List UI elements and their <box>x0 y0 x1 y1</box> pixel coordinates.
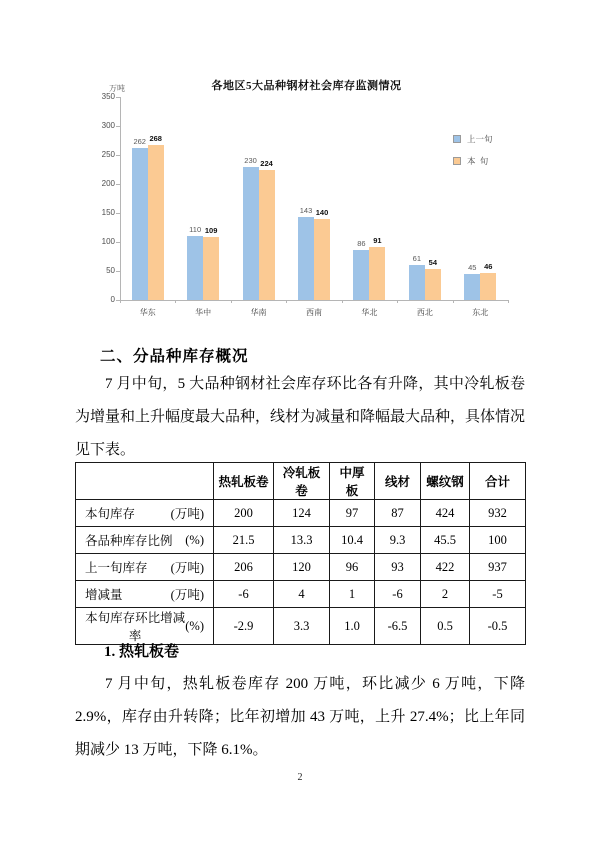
bar-value-label: 143 <box>299 206 313 216</box>
x-axis-tick-mark <box>120 300 121 303</box>
subsection-heading: 1. 热轧板卷 <box>104 644 180 660</box>
cell-value: 3.3 <box>274 608 330 645</box>
legend-item-current-period <box>453 155 493 167</box>
bar-current-period <box>148 145 164 300</box>
y-axis-tick-mark <box>116 184 120 185</box>
row-unit: (万吨) <box>170 561 204 575</box>
section-paragraph: 7 月中旬，5 大品种钢材社会库存环比各有升降，其中冷轧板卷为增量和上升幅度最大品种，线材为减量和降幅最大品种，具体情况见下表。 <box>75 376 526 458</box>
row-label: 各品种库存比例 <box>85 534 173 548</box>
table-row <box>76 608 526 645</box>
bar-value-label: 54 <box>428 257 438 267</box>
cell-value: 21.5 <box>214 527 274 554</box>
cell-value: 200 <box>214 500 274 527</box>
y-axis-tick-mark <box>116 242 120 243</box>
row-label: 上一旬库存 <box>85 561 148 575</box>
cell-value: 9.3 <box>375 527 421 554</box>
table-header-cell: 热轧板卷 <box>214 463 274 500</box>
cell-value: 4 <box>274 581 330 608</box>
table-header-row <box>76 463 526 500</box>
table-header-cell: 螺纹钢 <box>421 463 470 500</box>
cell-value: 97 <box>330 500 375 527</box>
legend-item-previous-period <box>453 133 493 145</box>
section-heading: 二、分品种库存概况 <box>100 348 249 365</box>
cell-value: -6 <box>375 581 421 608</box>
y-axis-tick-label: 150 <box>101 208 115 217</box>
cell-value: 932 <box>470 500 526 527</box>
bar-previous-period <box>132 148 148 300</box>
bar-current-period <box>259 170 275 300</box>
row-header <box>80 531 209 549</box>
cell-value: 120 <box>274 554 330 581</box>
bar-value-label: 61 <box>412 253 422 263</box>
row-header <box>80 504 209 522</box>
x-axis-category-label: 华东 <box>139 308 156 317</box>
cell-value: 100 <box>470 527 526 554</box>
row-label: 本旬库存环比增减率 <box>85 611 186 643</box>
bar-current-period <box>425 269 441 300</box>
cell-value: 422 <box>421 554 470 581</box>
table-header-cell: 中厚板 <box>330 463 375 500</box>
x-axis-category-label: 华南 <box>250 308 267 317</box>
x-axis-category-label: 西南 <box>306 308 322 317</box>
bar-previous-period <box>187 236 203 300</box>
bar-previous-period <box>353 250 369 300</box>
cell-value: 1 <box>330 581 375 608</box>
table-header-cell: 线材 <box>375 463 421 500</box>
cell-value: 10.4 <box>330 527 375 554</box>
x-axis-category-label: 华中 <box>195 308 212 317</box>
bar-value-label: 230 <box>244 155 257 165</box>
chart-legend <box>453 133 493 177</box>
x-axis-tick-mark <box>397 300 398 303</box>
bar-value-label: 110 <box>189 225 202 235</box>
bar-value-label: 140 <box>315 207 329 217</box>
y-axis-tick-label: 250 <box>101 150 115 159</box>
row-header <box>80 608 209 644</box>
y-axis-tick-label: 0 <box>110 295 115 304</box>
cell-value: 96 <box>330 554 375 581</box>
cell-value: 206 <box>214 554 274 581</box>
cell-value: 1.0 <box>330 608 375 645</box>
y-axis-tick-label: 200 <box>101 179 115 188</box>
x-axis-tick-mark <box>231 300 232 303</box>
y-axis-tick-label: 100 <box>101 237 115 246</box>
cell-value: 424 <box>421 500 470 527</box>
bar-current-period <box>480 273 496 300</box>
y-axis-tick-mark <box>116 126 120 127</box>
bar-previous-period <box>464 274 480 300</box>
cell-value: -6.5 <box>375 608 421 645</box>
bar-value-label: 224 <box>260 159 273 169</box>
bar-value-label: 45 <box>468 262 477 272</box>
bar-current-period <box>314 219 330 300</box>
cell-value: 124 <box>274 500 330 527</box>
steel-inventory-chart <box>93 75 520 337</box>
page-number: 2 <box>297 772 303 783</box>
cell-value: -2.9 <box>214 608 274 645</box>
x-axis-category-label: 东北 <box>472 308 489 317</box>
y-axis-tick-mark <box>116 271 120 272</box>
bar-current-period <box>369 247 385 300</box>
row-unit: (万吨) <box>170 507 204 521</box>
table-header-cell: 合计 <box>470 463 526 500</box>
subsection-paragraph: 7 月中旬，热轧板卷库存 200 万吨，环比减少 6 万吨，下降 2.9%，库存由升转降；比年初增加 43 万吨，上升 27.4%；比上年同期减少 13 万吨，下降 6.1%。 <box>75 676 525 758</box>
bar-value-label: 268 <box>149 133 162 143</box>
y-axis-tick-label: 300 <box>101 121 115 130</box>
bar-value-label: 46 <box>484 262 493 272</box>
cell-value: 13.3 <box>274 527 330 554</box>
row-label: 本旬库存 <box>85 507 136 521</box>
x-axis-tick-mark <box>175 300 176 303</box>
cell-value: 0.5 <box>421 608 470 645</box>
row-label: 增减量 <box>85 588 123 602</box>
cell-value: 93 <box>375 554 421 581</box>
row-unit: (万吨) <box>170 588 204 602</box>
x-axis-tick-mark <box>286 300 287 303</box>
x-axis-tick-mark <box>453 300 454 303</box>
row-header <box>80 558 209 576</box>
legend-label-previous-period: 上一旬 <box>467 134 493 144</box>
cell-value: -6 <box>214 581 274 608</box>
bar-previous-period <box>243 167 259 300</box>
y-axis-unit-label: 万吨 <box>109 84 125 93</box>
x-axis-tick-mark <box>342 300 343 303</box>
legend-label-current-period: 本 旬 <box>467 156 489 166</box>
bar-previous-period <box>409 265 425 300</box>
table-row <box>76 554 526 581</box>
cell-value: -5 <box>470 581 526 608</box>
cell-value: 2 <box>421 581 470 608</box>
row-header <box>80 585 209 603</box>
cell-value: 87 <box>375 500 421 527</box>
bar-value-label: 91 <box>373 236 382 246</box>
x-axis-category-label: 华北 <box>361 308 378 317</box>
y-axis-tick-label: 50 <box>106 266 115 275</box>
cell-value: 937 <box>470 554 526 581</box>
table-row <box>76 500 526 527</box>
bar-value-label: 109 <box>204 225 218 235</box>
chart-title: 各地区5大品种钢材社会库存监测情况 <box>211 80 402 92</box>
table-row <box>76 527 526 554</box>
y-axis-tick-mark <box>116 155 120 156</box>
table-header-cell: 冷轧板卷 <box>274 463 330 500</box>
legend-swatch-current-period <box>453 157 461 165</box>
row-unit: (%) <box>185 532 204 547</box>
y-axis-tick-label: 350 <box>101 92 115 101</box>
row-unit: (%) <box>185 618 204 633</box>
y-axis-tick-mark <box>116 97 120 98</box>
x-axis-category-label: 西北 <box>416 308 433 317</box>
inventory-table <box>75 462 526 645</box>
table-header-cell <box>76 463 214 500</box>
cell-value: -0.5 <box>470 608 526 645</box>
table-row <box>76 581 526 608</box>
x-axis-tick-mark <box>508 300 509 303</box>
bar-value-label: 86 <box>357 239 366 249</box>
bar-value-label: 262 <box>133 137 146 147</box>
legend-swatch-previous-period <box>453 135 461 143</box>
y-axis-tick-mark <box>116 213 120 214</box>
bar-current-period <box>203 237 219 300</box>
cell-value: 45.5 <box>421 527 470 554</box>
bar-previous-period <box>298 217 314 300</box>
